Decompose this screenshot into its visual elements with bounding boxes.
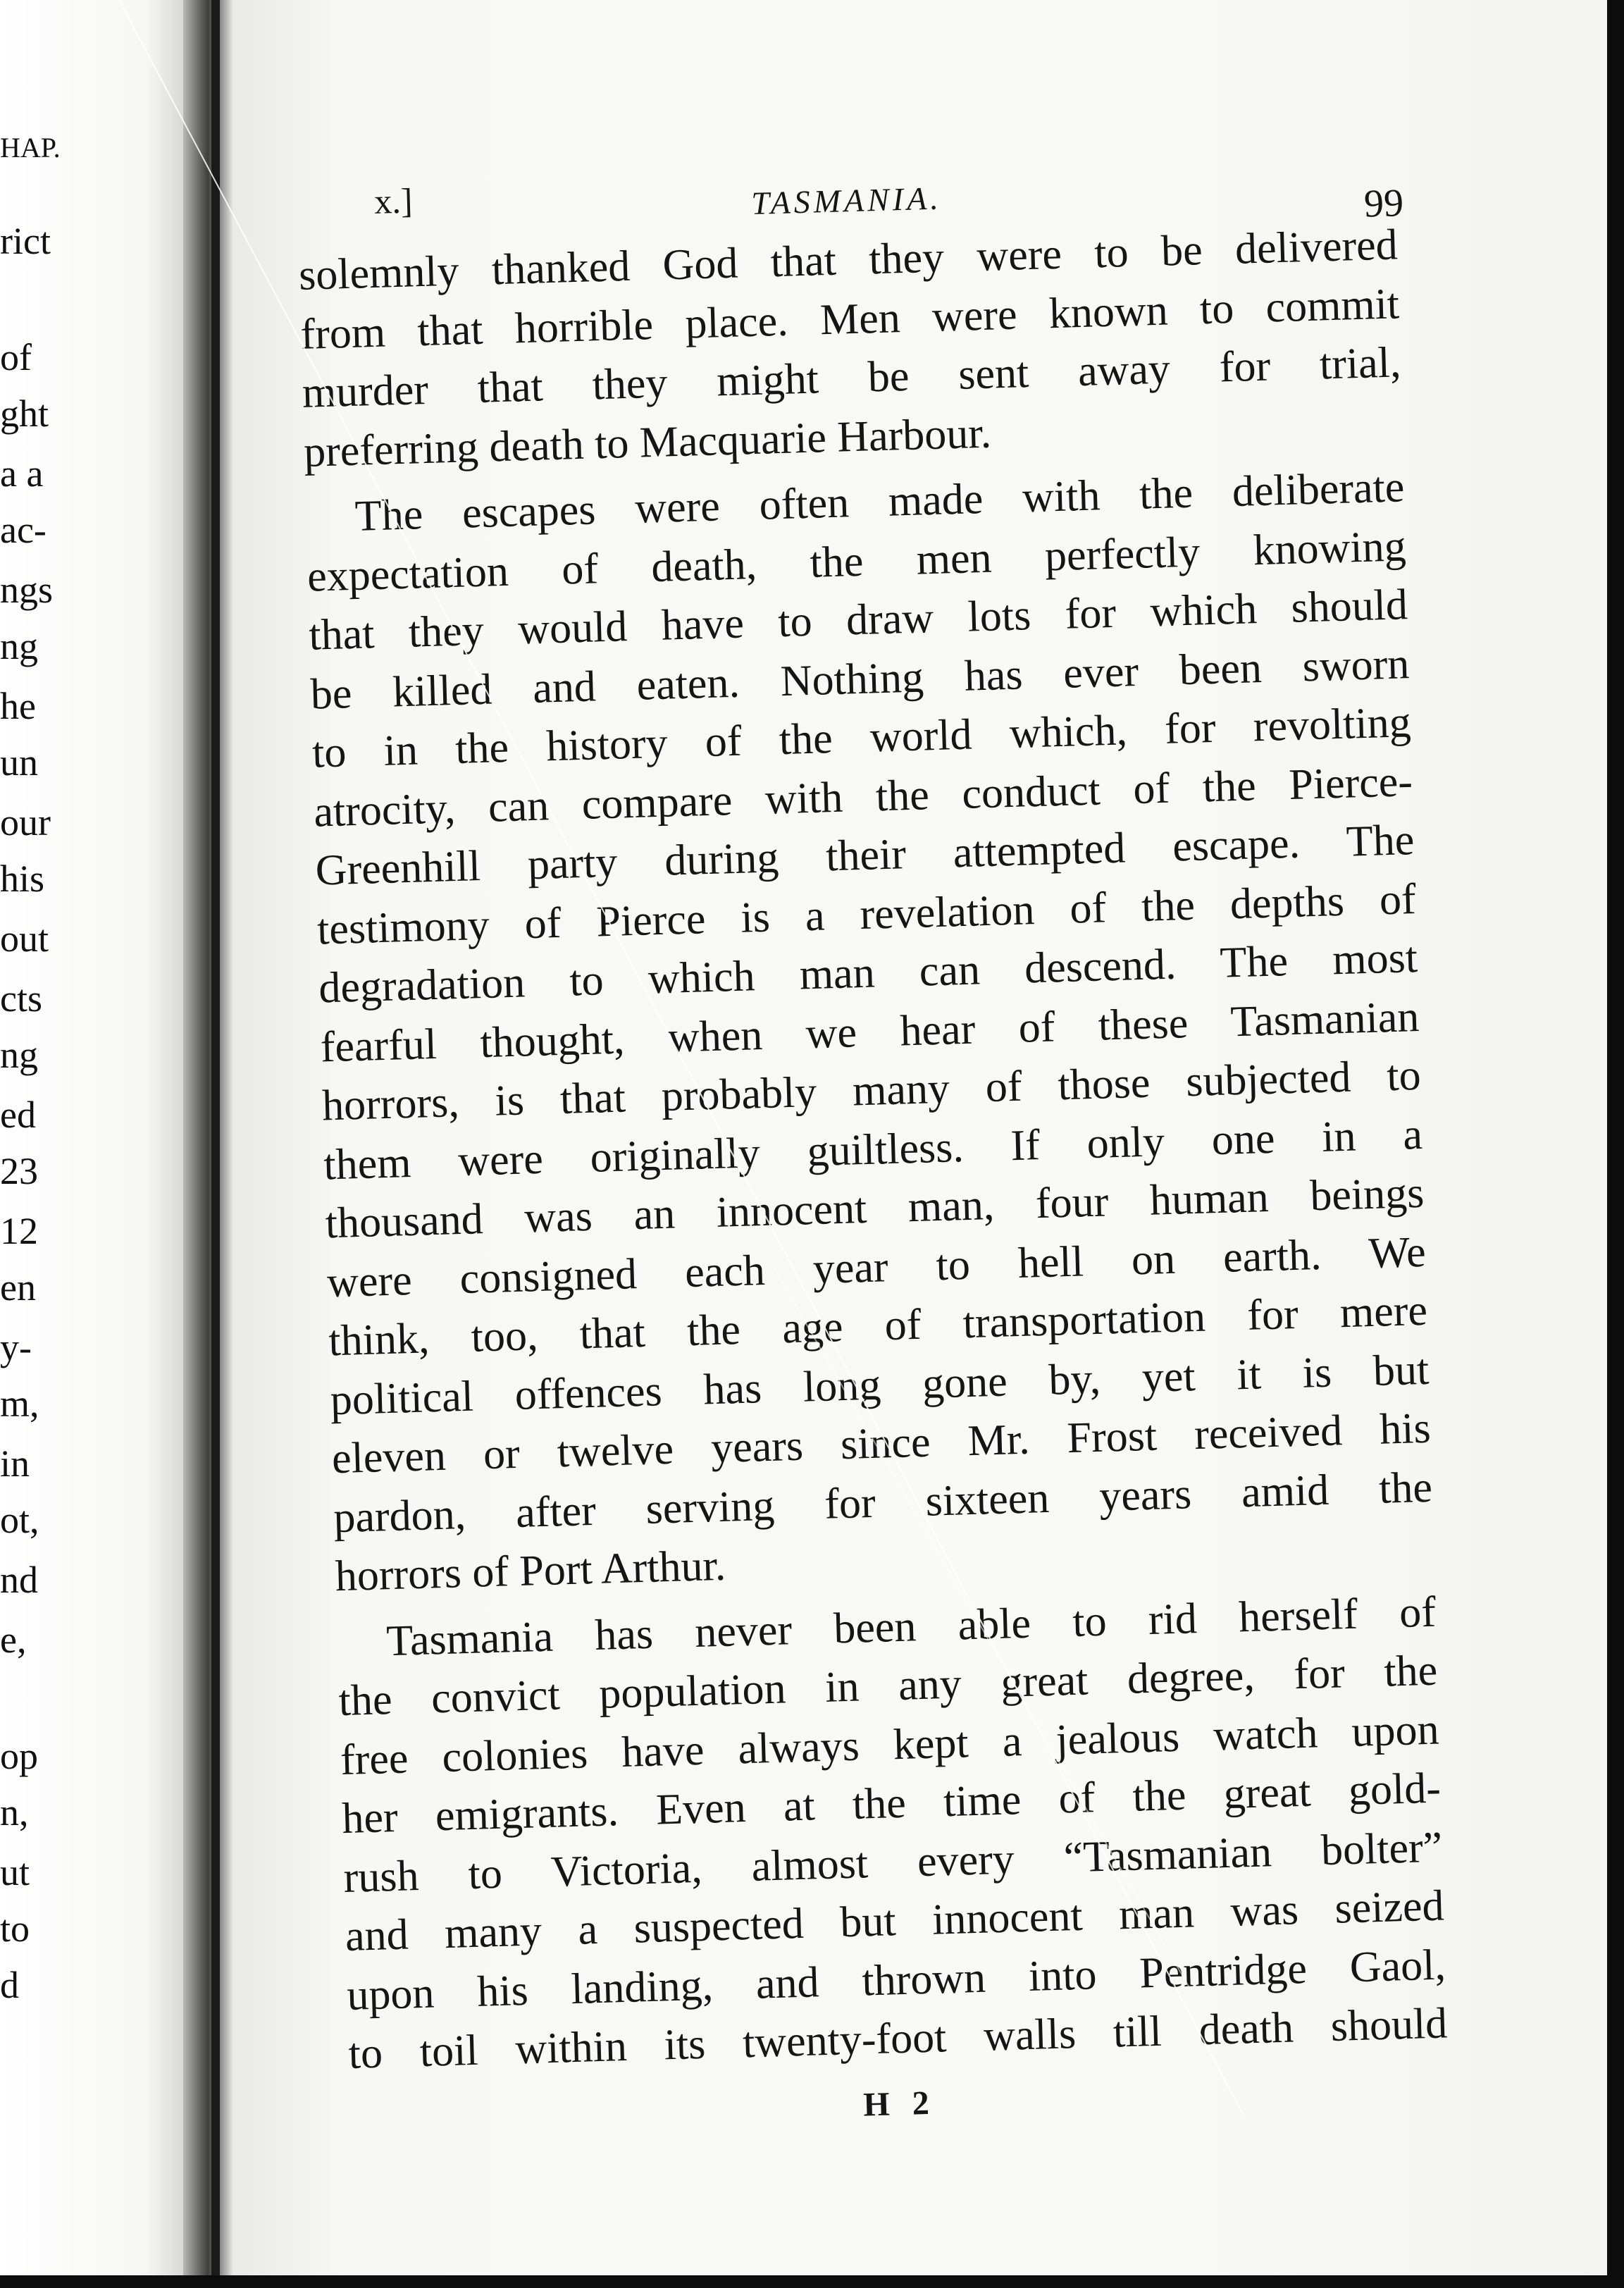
text-line: horrors, is that probably many of those subjected to: [321, 1051, 1422, 1130]
left-page-fragment: ac-: [0, 509, 47, 551]
text-line: eleven or twelve years since Mr. Frost received his: [331, 1404, 1432, 1483]
text-line: political offences has long gone by, yet it is but: [329, 1345, 1430, 1424]
text-line: rush to Victoria, almost every “Tasmanian bolter”: [342, 1823, 1444, 1902]
left-page-fragment: cts: [0, 977, 42, 1020]
gutter-shadow: [183, 0, 233, 2288]
chapter-marker: x.]: [373, 180, 414, 221]
text-line: expectation of death, the men perfectly knowing: [306, 521, 1407, 601]
left-page-fragment: y-: [0, 1326, 32, 1368]
left-page-fragment: un: [0, 741, 38, 784]
left-page-fragment: en: [0, 1266, 36, 1309]
text-line: degradation to which man can descend. The most: [318, 934, 1418, 1013]
left-page-fragment: 12: [0, 1210, 38, 1252]
bottom-film-edge: [0, 2275, 1624, 2288]
text-line: Tasmania has never been able to rid herself of: [385, 1588, 1437, 1665]
text-line: pardon, after serving for sixteen years amid the: [333, 1463, 1433, 1542]
left-page-fragment: ngs: [0, 569, 54, 611]
left-page-fragment: our: [0, 801, 51, 843]
left-page-fragment: a a: [0, 452, 44, 495]
signature-mark: H 2: [862, 2084, 937, 2124]
left-page-fragment: in: [0, 1442, 30, 1485]
left-page-fragment: ed: [0, 1094, 36, 1136]
text-line: Greenhill party during their attempted escape. The: [314, 816, 1415, 895]
left-page-fragment: nd: [0, 1559, 38, 1601]
left-page-edge: [0, 0, 183, 2288]
left-page-fragment: op: [0, 1735, 38, 1777]
text-line: solemnly thanked God that they were to be delivered: [298, 221, 1399, 299]
left-page-fragment: ot,: [0, 1499, 39, 1541]
right-film-edge: [1607, 0, 1624, 2288]
left-page-fragment: ut: [0, 1851, 30, 1893]
left-page-fragment: d: [0, 1964, 19, 2006]
text-line: from that horrible place. Men were known to commit: [299, 279, 1400, 359]
left-page-fragment: HAP.: [0, 132, 61, 163]
text-line: testimony of Pierce is a revelation of the depths of: [316, 874, 1417, 954]
left-page-fragment: rict: [0, 220, 51, 262]
text-line: be killed and eaten. Nothing has ever been sworn: [309, 639, 1411, 719]
left-page-fragment: to: [0, 1907, 30, 1950]
text-line: that they would have to draw lots for which should: [308, 581, 1408, 660]
text-line: and many a suspected but innocent man was seized: [345, 1881, 1445, 1961]
text-line: murder that they might be sent away for trial,: [301, 338, 1402, 417]
text-line: them were originally guiltless. If only one in a: [323, 1110, 1423, 1189]
text-line: atrocity, can compare with the conduct of the Pierce-: [313, 757, 1413, 836]
left-page-fragment: out: [0, 917, 49, 960]
text-line: free colonies have always kept a jealous watch upon: [340, 1705, 1440, 1784]
gutter-line: [211, 0, 220, 2288]
left-page-fragment: his: [0, 858, 45, 900]
text-line: thousand was an innocent man, four human beings: [324, 1168, 1425, 1248]
page-text-block: [296, 138, 1449, 2138]
left-page-fragment: of: [0, 336, 32, 378]
left-page-fragment: 23: [0, 1150, 38, 1192]
left-page-fragment: he: [0, 685, 36, 727]
left-page-fragment: n,: [0, 1791, 29, 1834]
paragraph-3: [336, 1583, 1448, 2084]
paragraph-1: [298, 216, 1403, 481]
text-line: were consigned each year to hell on earth. We: [326, 1228, 1427, 1306]
text-line: fearful thought, when we hear of these Tasmanian: [319, 992, 1420, 1072]
text-line: to toil within its twenty-foot walls till death should: [347, 1999, 1449, 2078]
text-line: think, too, that the age of transportation for mere: [328, 1286, 1428, 1366]
left-page-fragment: ng: [0, 1034, 38, 1076]
left-page-fragment: m,: [0, 1383, 39, 1425]
text-line: horrors of Port Arthur.: [334, 1541, 727, 1601]
text-line: the convict population in any great degree, for the: [337, 1646, 1439, 1726]
text-line: to in the history of the world which, for revolting: [311, 698, 1412, 777]
running-title: TASMANIA.: [750, 180, 943, 221]
left-page-fragment: ght: [0, 392, 49, 435]
text-line: The escapes were often made with the deliberate: [354, 463, 1406, 540]
page-number: 99: [1363, 181, 1404, 226]
left-page-fragment: e,: [0, 1619, 27, 1661]
text-line: her emigrants. Even at the time of the great gold-: [341, 1764, 1442, 1843]
text-line: preferring death to Macquarie Harbour.: [303, 409, 992, 476]
text-line: upon his landing, and thrown into Pentridge Gaol,: [346, 1940, 1446, 2020]
left-page-fragment: ng: [0, 625, 38, 667]
